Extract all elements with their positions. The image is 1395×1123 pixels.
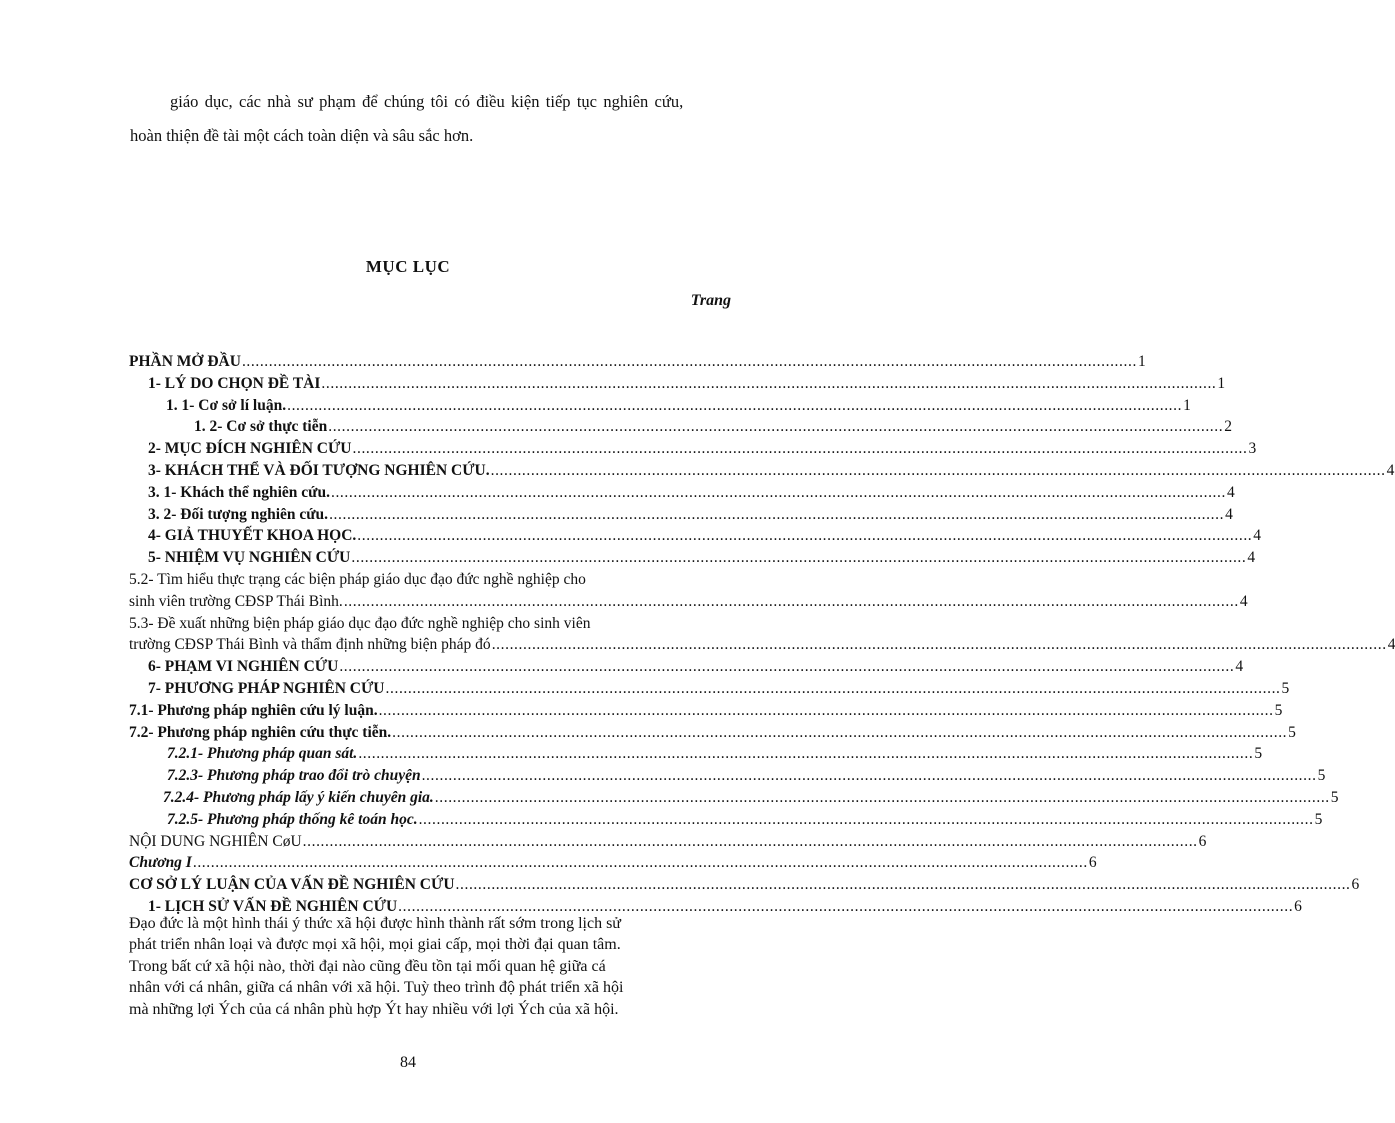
toc-entry-7-2-3[interactable]: 7.2.3- Phương pháp trao đổi trò chuyện ........................................................................................................................................................................................................ 5 bbox=[129, 765, 727, 787]
leader-dots: ........................................................................................................................................................................................................ bbox=[321, 374, 1217, 392]
leader-dots: ........................................................................................................................................................................................................ bbox=[330, 483, 1226, 501]
toc-page-column-header: Trang bbox=[690, 292, 731, 309]
toc-entry-7-2-5[interactable]: 7.2.5- Phương pháp thống kê toán học. ........................................................................................................................................................................................................ 5 bbox=[129, 809, 727, 831]
toc-entry-muc-dich[interactable]: 2- MỤC ĐÍCH NGHIÊN CỨU ........................................................................................................................................................................................................ 3 bbox=[129, 438, 727, 460]
toc-entry-5-2[interactable]: 5.2- Tìm hiểu thực trạng các biện pháp giáo dục đạo đức nghề nghiệp cho sinh viên trường CĐSP Thái Bình. ........................................................................................................................................................................................................ 4 bbox=[129, 569, 727, 613]
table-of-contents bbox=[129, 351, 1395, 918]
leader-dots: ........................................................................................................................................................................................................ bbox=[392, 723, 1288, 741]
leader-dots: ........................................................................................................................................................................................................ bbox=[418, 810, 1314, 828]
leader-dots: ........................................................................................................................................................................................................ bbox=[287, 396, 1183, 414]
intro-text bbox=[0, 92, 816, 146]
page-number: 84 bbox=[400, 1054, 416, 1071]
toc-entry-7-2-4[interactable]: 7.2.4- Phương pháp lấy ý kiến chuyên gia. ........................................................................................................................................................................................................ 5 bbox=[129, 787, 727, 809]
leader-dots: ........................................................................................................................................................................................................ bbox=[351, 549, 1247, 567]
toc-entry-pham-vi[interactable]: 6- PHẠM VI NGHIÊN CỨU ........................................................................................................................................................................................................ 4 bbox=[129, 656, 727, 678]
toc-entry-co-so-ly-luan[interactable]: CƠ SỞ LÝ LUẬN CỦA VẤN ĐỀ NGHIÊN CỨU ........................................................................................................................................................................................................ 6 bbox=[129, 874, 727, 896]
leader-dots: ........................................................................................................................................................................................................ bbox=[302, 832, 1198, 850]
leader-dots: ........................................................................................................................................................................................................ bbox=[339, 658, 1235, 676]
leader-dots: ........................................................................................................................................................................................................ bbox=[378, 701, 1274, 719]
leader-dots: ........................................................................................................................................................................................................ bbox=[434, 788, 1330, 806]
leader-dots: ........................................................................................................................................................................................................ bbox=[343, 592, 1239, 610]
toc-entry-7-1[interactable]: 7.1- Phương pháp nghiên cứu lý luận. ........................................................................................................................................................................................................ 5 bbox=[129, 700, 727, 722]
toc-title: MỤC LỤC bbox=[365, 257, 451, 276]
leader-dots: ........................................................................................................................................................................................................ bbox=[358, 745, 1254, 763]
leader-dots: ........................................................................................................................................................................................................ bbox=[421, 767, 1317, 785]
leader-dots: ........................................................................................................................................................................................................ bbox=[357, 527, 1253, 545]
toc-entry-lich-su[interactable]: 1- LỊCH SỬ VẤN ĐỀ NGHIÊN CỨU ........................................................................................................................................................................................................ 6 bbox=[129, 896, 727, 918]
intro-line-1: giáo dục, các nhà sư phạm để chúng tôi có điều kiện tiếp tục nghiên cứu, bbox=[170, 92, 684, 111]
toc-entry-co-so-thuc-tien[interactable]: 1. 2- Cơ sở thực tiễn ........................................................................................................................................................................................................ 2 bbox=[129, 416, 727, 438]
toc-entry-khach-the-doi-tuong[interactable]: 3- KHÁCH THỂ VÀ ĐỐI TƯỢNG NGHIÊN CỨU. ........................................................................................................................................................................................................ 4 bbox=[129, 460, 727, 482]
leader-dots: ........................................................................................................................................................................................................ bbox=[329, 505, 1225, 523]
leader-dots: ........................................................................................................................................................................................................ bbox=[455, 876, 1351, 894]
toc-entry-nhiem-vu[interactable]: 5- NHIỆM VỤ NGHIÊN CỨU ........................................................................................................................................................................................................ 4 bbox=[129, 547, 727, 569]
leader-dots: ........................................................................................................................................................................................................ bbox=[352, 440, 1248, 458]
toc-entry-ly-do[interactable]: 1- LÝ DO CHỌN ĐỀ TÀI ........................................................................................................................................................................................................ 1 bbox=[129, 373, 727, 395]
leader-dots: ........................................................................................................................................................................................................ bbox=[490, 461, 1386, 479]
intro-line-2: hoàn thiện đề tài một cách toàn diện và sâu sắc hơn. bbox=[130, 126, 474, 145]
toc-entry-khach-the[interactable]: 3. 1- Khách thể nghiên cứu. ........................................................................................................................................................................................................ 4 bbox=[129, 482, 727, 504]
leader-dots: ........................................................................................................................................................................................................ bbox=[241, 353, 1137, 370]
toc-entry-co-so-li-luan[interactable]: 1. 1- Cơ sở lí luận. ........................................................................................................................................................................................................ 1 bbox=[129, 395, 727, 417]
toc-entry-7-2-1[interactable]: 7.2.1- Phương pháp quan sát. ........................................................................................................................................................................................................ 5 bbox=[129, 743, 727, 765]
leader-dots: ........................................................................................................................................................................................................ bbox=[385, 679, 1281, 697]
body-paragraph: Đạo đức là một hình thái ý thức xã hội được hình thành rất sớm trong lịch sử phát triển nhân loại và được mọi xã hội, mọi giai cấp, mọi thời đại quan tâm. Trong bất cứ xã hội nào, thời đại nào cũng đều tồn tại mối quan hệ giữa cá nhân với cá nhân, giữa cá nhân với xã hội. Tuỳ theo trình độ phát triển xã hội mà những lợi Ých của cá nhân phù hợp Ýt hay nhiều với lợi Ých của xã hội. bbox=[129, 915, 624, 1018]
leader-dots: ........................................................................................................................................................................................................ bbox=[328, 418, 1224, 436]
toc-entry-noi-dung[interactable]: NỘI DUNG NGHIÊN CøU ........................................................................................................................................................................................................ 6 bbox=[129, 831, 727, 853]
toc-entry-5-3[interactable]: 5.3- Đề xuất những biện pháp giáo dục đạo đức nghề nghiệp cho sinh viên trường CĐSP Thái Bình và thẩm định những biện pháp đó ........................................................................................................................................................................................................ 4 bbox=[129, 613, 727, 657]
leader-dots: ........................................................................................................................................................................................................ bbox=[398, 897, 1294, 915]
toc-entry-phan-mo-dau[interactable]: PHẦN MỞ ĐẦU ........................................................................................................................................................................................................ 1 bbox=[129, 351, 727, 373]
toc-entry-phuong-phap[interactable]: 7- PHƯƠNG PHÁP NGHIÊN CỨU ........................................................................................................................................................................................................ 5 bbox=[129, 678, 727, 700]
toc-entry-chuong-1[interactable]: Chương I ........................................................................................................................................................................................................ 6 bbox=[129, 852, 727, 874]
toc-entry-doi-tuong[interactable]: 3. 2- Đối tượng nghiên cứu. ........................................................................................................................................................................................................ 4 bbox=[129, 504, 727, 526]
toc-entry-gia-thuyet[interactable]: 4- GIẢ THUYẾT KHOA HỌC. ........................................................................................................................................................................................................ 4 bbox=[129, 525, 727, 547]
toc-entry-7-2[interactable]: 7.2- Phương pháp nghiên cứu thực tiễn. ........................................................................................................................................................................................................ 5 bbox=[129, 722, 727, 744]
leader-dots: ........................................................................................................................................................................................................ bbox=[491, 636, 1387, 654]
leader-dots: ........................................................................................................................................................................................................ bbox=[192, 854, 1088, 872]
